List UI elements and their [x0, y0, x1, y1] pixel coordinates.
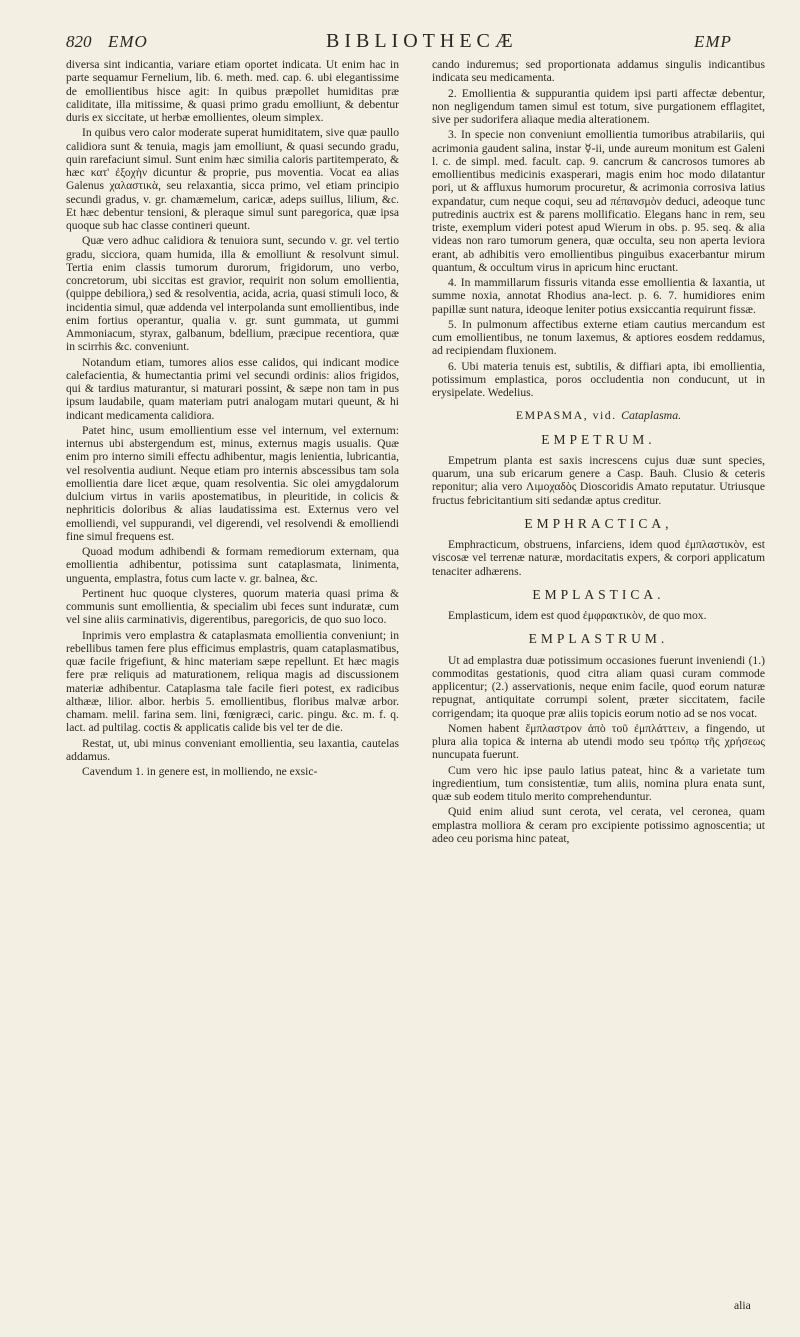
paragraph: Cum vero hic ipse paulo latius pateat, hinc & a varietate tum ingredientium, tum consistentiæ, tum aliis, nomina plura enata sunt, quæ sub eodem titulo merito comprehenduntur.: [432, 763, 765, 803]
see-entry-text: vid.: [592, 408, 617, 423]
header-left-word: EMO: [108, 32, 148, 51]
running-header: [66, 30, 766, 56]
catchword: alia: [734, 1299, 751, 1312]
paragraph: Notandum etiam, tumores alios esse calidos, qui indicant modice calefacientia, & humectantia primi vel secundi ordinis: alios frigidos, qui & tardius maturantur, si maturari possint, & sæpe non tam in pus ipsum laudabile, quam materiam putri analogam mutari queunt, & hi indicant medicamenta calidiora.: [66, 355, 399, 422]
paragraph: In quibus vero calor moderate superat humiditatem, sive quæ paullo calidiora sunt & tenuia, magis jam emolliunt, & quasi secundo gradu, quin rarefaciunt simul. Sunt enim hæc similia caloris partitemperato, & hæc κατ' ἐξοχὴν dicuntur & proprie, pus moventia. Vocat ea alias Galenus χαλαστικὰ, seu relaxantia, sicca primo, vel etiam principio secundi gradus, v. gr. chamæmelum, caricæ, adeps suillus, lilium, &c. Et hæc debentur tensioni, & pleraque simul sunt paregorica, quæ ipsa quoque sub hac classe contineri queunt.: [66, 126, 399, 232]
paragraph: diversa sint indicantia, variare etiam oportet indicata. Ut enim hac in parte sequamur Fernelium, lib. 6. meth. med. cap. 6. ubi elegantissime de emollientibus hisce agit: In quibus præpollet humiditas præ caliditate, illa mitissime, & quasi primo gradu emolliunt, & debentur duris ex siccitate, ut herbæ emollientes, oleum simplex.: [66, 58, 399, 124]
paragraph: Emphracticum, obstruens, infarciens, idem quod ἐμπλαστικὸν, est viscosæ vel terrenæ naturæ, mordacitatis expers, & corpori applicatum tenaciter adhærens.: [432, 538, 765, 578]
paragraph: 2. Emollientia & suppurantia quidem ipsi parti affectæ debentur, non negligendum tamen simul est totum, sive purgationem efflagitet, sive per sudorifera aliaque media alterationem.: [432, 86, 765, 126]
paragraph: 3. In specie non conveniunt emollientia tumoribus atrabilariis, qui acrimonia gaudent salina, instar ☿-ii, unde aureum monitum est Galeni l. c. de simpl. med. facult. cap. 9. cancrum & cancrosos tumores ab emollientibus medicinis exasperari, magis enim hoc modo dilatantur pori, ut & affluxus humorum procuretur, & acrimonia corrosiva latius expandatur, cum neque coqui, seu ad πέπανσμὸν deduci, adeoque tunc putredinis auctrix est & parens mollificatio. Elegans hanc in rem, seu triste, exemplum videri potest apud Wierum in obs. p. 95. seq. & alia videas non raro tumorum genera, quæ occulta, seu non aperta leviora erant, ab adhibitis vero emollientibus pinguibus exacerbantur mirum quantum, & occultum virus in apricum hinc eructant.: [432, 128, 765, 274]
paragraph: Pertinent huc quoque clysteres, quorum materia quasi prima & communis sunt emollientia, & specialim ubi feces sunt induratæ, cum vel sine aliis carminativis, digerentibus, paregoricis, de quo suo loco.: [66, 586, 399, 627]
header-right-word: EMP: [694, 32, 732, 51]
right-column: [432, 58, 765, 1320]
section-heading: EMPETRUM.: [541, 431, 656, 447]
page-number: 820: [66, 32, 92, 51]
paragraph: 4. In mammillarum fissuris vitanda esse emollientia & laxantia, ut summe noxia, annotat Rhodius ana-lect. p. 6. 7. humidiores enim papillæ sunt natura, ideoque leniter potius exsiccantia requirunt fissæ.: [432, 276, 765, 316]
section-heading: EMPHRACTICA,: [524, 515, 673, 531]
see-entry: EMPASMA, vid. Cataplasma.: [515, 408, 682, 423]
paragraph: Inprimis vero emplastra & cataplasmata emollientia conveniunt; in rebellibus tamen fere plus efficimus emplastris, quam cataplasmatibus, quæ facile frigefiunt, & hinc materiam sæpe repellunt. Et hæc magis fere præ reliquis ad maturationem, reliqua magis ad discussionem materiæ adhibentur. Cataplasma tale facile fieri potest, ex radicibus althææ, lilior. albor. herbis 5. emollientibus, floribus malvæ arbor. chamam. melil. farina sem. lini, fœnigræci, caric. pingu. &c. m. f. q. lact. ad pultilag. coctis & applicatis calide bis vel ter de die.: [66, 628, 399, 735]
see-entry-target: Cataplasma.: [621, 408, 682, 423]
paragraph: Empetrum planta est saxis increscens cujus duæ sunt species, quarum, una sub ericarum genere a Casp. Bauh. Clusio & ceteris reponitur; alia vero Λιμοχαδὸς Dioscoridis Amato reputatur. Utriusque fructus febricitantium siti sedandæ aptus creditur.: [432, 453, 765, 507]
paragraph: Quoad modum adhibendi & formam remediorum externam, qua emollientia adhibentur, potissima sunt cataplasmata, linimenta, unguenta, emplastra, fotus cum lacte v. gr. balnea, &c.: [66, 545, 399, 585]
see-entry-head: EMPASMA: [515, 408, 584, 423]
paragraph: Quæ vero adhuc calidiora & tenuiora sunt, secundo v. gr. vel tertio gradu, sicciora, quam humida, illa & emolliunt & resolvunt simul. Tertia enim classis tumorum durorum, frigidorum, uno verbo, concretorum, ubi siccitas est gravior, requirit non solum emollientia, (quippe debiliora,) sed & resolventia, acida, acria, quasi stimuli loco, & incidentia simul, quæ addenda vel interpolanda sunt emollientibus, inde enim fortius operantur, qualia v. gr. sunt gummata, ut gummi Ammoniacum, styrax, galbanum, bdellium, præcipue recentiora, quæ in scirrhis &c. conveniunt.: [66, 234, 399, 354]
header-title: BIBLIOTHECÆ: [326, 30, 518, 52]
paragraph: cando induremus; sed proportionata addamus singulis indicantibus indicata seu medicamenta.: [432, 58, 765, 85]
paragraph: Emplasticum, idem est quod ἐμφρακτικὸν, de quo mox.: [448, 609, 707, 622]
section-heading: EMPLASTICA.: [532, 586, 665, 602]
paragraph: Ut ad emplastra duæ potissimum occasiones fuerunt inveniendi (1.) commoditas gestationis, quod citra aliam quasi curam commode applicentur; (2.) asservationis, neque enim facile, quod eorum naturæ repugnat, antiquitate corrumpi solent, præter siccitatem, facile corrigendam; ita quoque præ aliis topicis eorum notio ad se nos vocat.: [432, 653, 765, 720]
paragraph: 6. Ubi materia tenuis est, subtilis, & diffiari apta, ibi emollientia, potissimum emplastica, poros occludentia non conducunt, ut in erysipelate. Wedelius.: [432, 359, 765, 399]
paragraph: Cavendum 1. in genere est, in molliendo, ne exsic-: [82, 765, 318, 778]
paragraph: Quid enim aliud sunt cerota, vel cerata, vel ceronea, quam emplastra molliora & ceram pro excipiente potissimo agnoscentia; ut adeo ceu porisma hinc pateat,: [432, 805, 765, 845]
paragraph: Patet hinc, usum emollientium esse vel internum, vel externum: internus ubi abstergendum est, minus, externus magis usualis. Quæ enim pro interno simili effectu adhibentur, magis lenientia, lubricantia, vel resolventia audiunt. Neque etiam pro internis abscessibus tam sola emollientia dare licet æque, quam resolventia. Sic olei amygdalorum dulcium virtus in variis apostematibus, in pleuritide, in colicis & nephriticis doloribus & alias laudatissima est. Externus vero vel emolliendi, vel suppurandi, vel digerendi, vel resolvendi & emolliendi fine simul frequens est.: [66, 423, 399, 543]
left-column: [66, 58, 399, 1320]
paragraph: 5. In pulmonum affectibus externe etiam cautius mercandum est cum emollientibus, ne tonum laxemus, & aptiores eosdem reddamus, ad recipiendam fluxionem.: [432, 317, 765, 358]
paragraph: Nomen habent ἔμπλαστρον ἀπὸ τοῦ ἐμπλάττειν, a fingendo, ut plura alia topica & interna ab utendi modo seu τρόπῳ τῆς χρήσεως nuncupata fuerunt.: [432, 721, 765, 762]
paragraph: Restat, ut, ubi minus conveniant emollientia, seu laxantia, cautelas addamus.: [66, 736, 399, 763]
section-heading: EMPLASTRUM.: [528, 631, 669, 647]
